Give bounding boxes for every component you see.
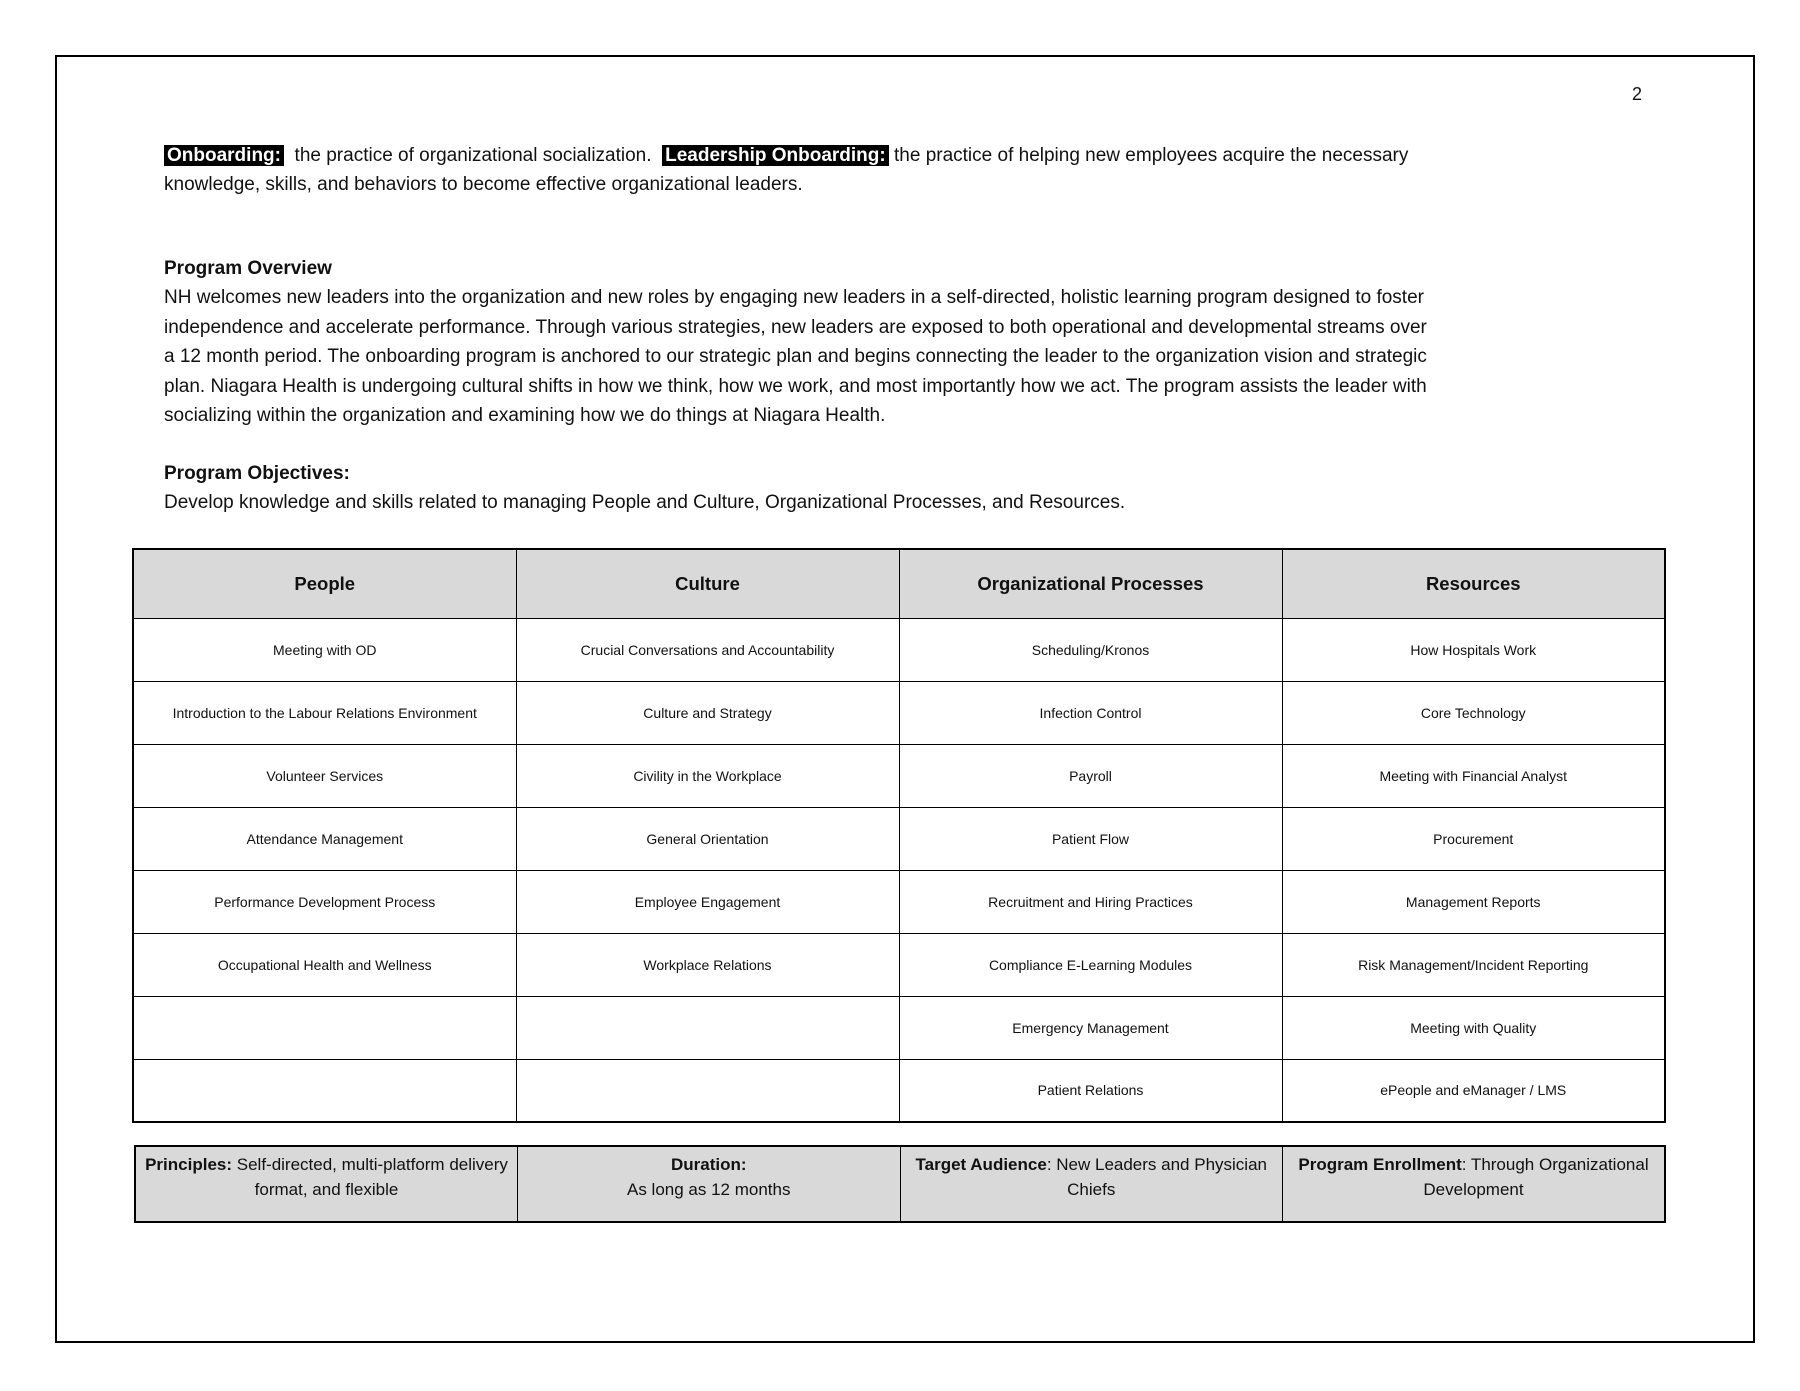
program-summary-table: [134, 1145, 1666, 1223]
table-row: [133, 807, 1665, 870]
table-cell: Meeting with Financial Analyst: [1282, 744, 1665, 807]
column-header: Culture: [516, 549, 899, 618]
table-cell: Emergency Management: [899, 996, 1282, 1059]
summary-cell: [135, 1146, 518, 1222]
table-cell: Core Technology: [1282, 681, 1665, 744]
page-number: 2: [1632, 84, 1643, 104]
onboarding-term: Onboarding:: [164, 145, 284, 166]
objectives-text: Develop knowledge and skills related to managing People and Culture, Organizational Processes, and Resources.: [164, 492, 1126, 514]
table-row: [133, 996, 1665, 1059]
table-cell: Civility in the Workplace: [516, 744, 899, 807]
table-cell: Performance Development Process: [133, 870, 516, 933]
table-cell: Employee Engagement: [516, 870, 899, 933]
summary-label: Target Audience: [915, 1155, 1047, 1174]
table-cell: Patient Relations: [899, 1059, 1282, 1122]
table-row: [133, 618, 1665, 681]
table-cell: Management Reports: [1282, 870, 1665, 933]
table-cell: ePeople and eManager / LMS: [1282, 1059, 1665, 1122]
program-objectives: [164, 459, 1664, 518]
onboarding-definition: the practice of organizational socialization.: [294, 145, 652, 166]
table-cell: [133, 996, 516, 1059]
table-row: [133, 744, 1665, 807]
program-overview: [164, 254, 1664, 430]
table-cell: [516, 996, 899, 1059]
table-cell: Workplace Relations: [516, 933, 899, 996]
column-header: Organizational Processes: [899, 549, 1282, 618]
table-cell: Volunteer Services: [133, 744, 516, 807]
curriculum-table: [132, 548, 1666, 1123]
table-cell: Patient Flow: [899, 807, 1282, 870]
table-cell: Meeting with Quality: [1282, 996, 1665, 1059]
table-row: [133, 870, 1665, 933]
summary-label: Principles:: [145, 1155, 233, 1174]
table-cell: General Orientation: [516, 807, 899, 870]
table-cell: Attendance Management: [133, 807, 516, 870]
table-cell: Crucial Conversations and Accountability: [516, 618, 899, 681]
table-cell: Recruitment and Hiring Practices: [899, 870, 1282, 933]
column-header: Resources: [1282, 549, 1665, 618]
leadership-definition-cont: knowledge, skills, and behaviors to become effective organizational leaders.: [164, 174, 803, 196]
table-cell: Culture and Strategy: [516, 681, 899, 744]
overview-line: independence and accelerate performance. Through various strategies, new leaders are exposed to both operational and developmental streams over: [164, 316, 1427, 338]
table-cell: Scheduling/Kronos: [899, 618, 1282, 681]
summary-label: Duration:: [670, 1155, 747, 1174]
table-cell: Infection Control: [899, 681, 1282, 744]
overview-line: a 12 month period. The onboarding program is anchored to our strategic plan and begins connecting the leader to the organization vision and strategic: [164, 346, 1427, 368]
summary-text: Self-directed, multi-platform delivery format, and flexible: [236, 1155, 508, 1199]
summary-cell: [900, 1146, 1283, 1222]
table-cell: Compliance E-Learning Modules: [899, 933, 1282, 996]
table-cell: [516, 1059, 899, 1122]
overview-line: socializing within the organization and examining how we do things at Niagara Health.: [164, 405, 886, 427]
objectives-heading: Program Objectives:: [164, 463, 350, 484]
table-cell: [133, 1059, 516, 1122]
table-row: [133, 933, 1665, 996]
table-cell: Procurement: [1282, 807, 1665, 870]
table-cell: Occupational Health and Wellness: [133, 933, 516, 996]
table-cell: How Hospitals Work: [1282, 618, 1665, 681]
table-row: [133, 681, 1665, 744]
summary-text: : New Leaders and Physician Chiefs: [1046, 1155, 1267, 1199]
summary-cell: [1283, 1146, 1666, 1222]
summary-text: : Through Organizational Development: [1423, 1155, 1649, 1199]
table-cell: Payroll: [899, 744, 1282, 807]
leadership-definition: the practice of helping new employees acquire the necessary: [894, 145, 1409, 166]
column-header: People: [133, 549, 516, 618]
summary-cell: [518, 1146, 901, 1222]
overview-line: NH welcomes new leaders into the organization and new roles by engaging new leaders in a self-directed, holistic learning program designed to foster: [164, 287, 1424, 309]
table-cell: Meeting with OD: [133, 618, 516, 681]
table-row: [133, 1059, 1665, 1122]
definitions: [164, 141, 1664, 200]
summary-text: As long as 12 months: [627, 1180, 791, 1199]
summary-label: Program Enrollment: [1298, 1155, 1462, 1174]
overview-line: plan. Niagara Health is undergoing cultural shifts in how we think, how we work, and most importantly how we act. The program assists the leader with: [164, 375, 1427, 397]
overview-heading: Program Overview: [164, 258, 332, 279]
table-cell: Risk Management/Incident Reporting: [1282, 933, 1665, 996]
leadership-onboarding-term: Leadership Onboarding:: [662, 145, 889, 166]
table-cell: Introduction to the Labour Relations Environment: [133, 681, 516, 744]
